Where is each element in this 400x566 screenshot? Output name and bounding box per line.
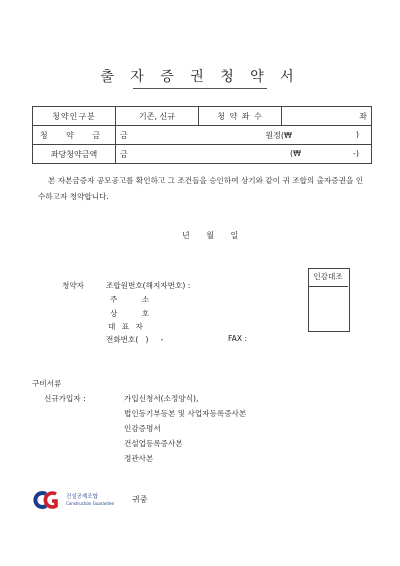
seal-label: 인감대조 (308, 268, 348, 287)
address-field: 주 소 (110, 295, 150, 304)
declaration-paragraph: 본 자본금증자 공모공고를 확인하고 그 조건들을 승인하여 상기와 같이 귀 조합의 출자증권을 인수하고자 청약합니다. (38, 176, 364, 201)
phone-field: 전화번호( ) - (106, 335, 164, 344)
ceo-field: 대 표 자 (108, 322, 143, 331)
applicant-label: 청약자 (62, 281, 85, 290)
recipient-label: 귀중 (132, 495, 148, 504)
table-row (33, 126, 372, 145)
member-number-field: 조합원번호(해지자번호) : (106, 281, 191, 290)
logo-text: 건설공제조합 (66, 494, 98, 500)
new-member-label: 신규가입자 : (44, 394, 86, 403)
shares-unit: 좌 (359, 111, 367, 121)
company-field: 상 호 (110, 309, 150, 318)
amount-label: 청 약 금 (33, 126, 116, 145)
per-share-won: (₩ (289, 148, 301, 158)
amount-won: 원정(₩ (265, 130, 292, 140)
fax-field: FAX : (228, 334, 248, 343)
document-item: 인감증명서 (124, 424, 161, 433)
logo-subtext: Construction Guarantee (66, 501, 114, 506)
amount-close: ) (355, 129, 359, 139)
amount-cell (116, 126, 372, 145)
per-share-label: 좌당청약금액 (33, 145, 116, 164)
document-title: 출 자 증 권 청 약 서 (100, 69, 300, 85)
shares-cell (282, 107, 372, 126)
shares-label: 청 약 좌 수 (199, 107, 282, 126)
per-share-cell (116, 145, 372, 164)
applicant-type-label: 청약인구분 (33, 107, 116, 126)
table-row (33, 107, 372, 126)
per-share-prefix: 금 (120, 149, 128, 159)
per-share-close: -) (352, 148, 359, 158)
document-item: 법인등기부등본 및 사업자등록증사본 (124, 409, 247, 418)
document-item: 건설업등록증사본 (124, 439, 183, 448)
document-item: 가입신청서(소정양식), (124, 394, 199, 403)
date-line: 년 월 일 (182, 231, 239, 240)
table-row (33, 145, 372, 164)
subscription-table (32, 106, 372, 164)
document-item: 정관사본 (124, 454, 154, 463)
title-underline (133, 88, 267, 89)
applicant-type-value: 기존, 신규 (116, 107, 199, 126)
amount-prefix: 금 (120, 130, 128, 140)
documents-title: 구비서류 (32, 379, 62, 388)
